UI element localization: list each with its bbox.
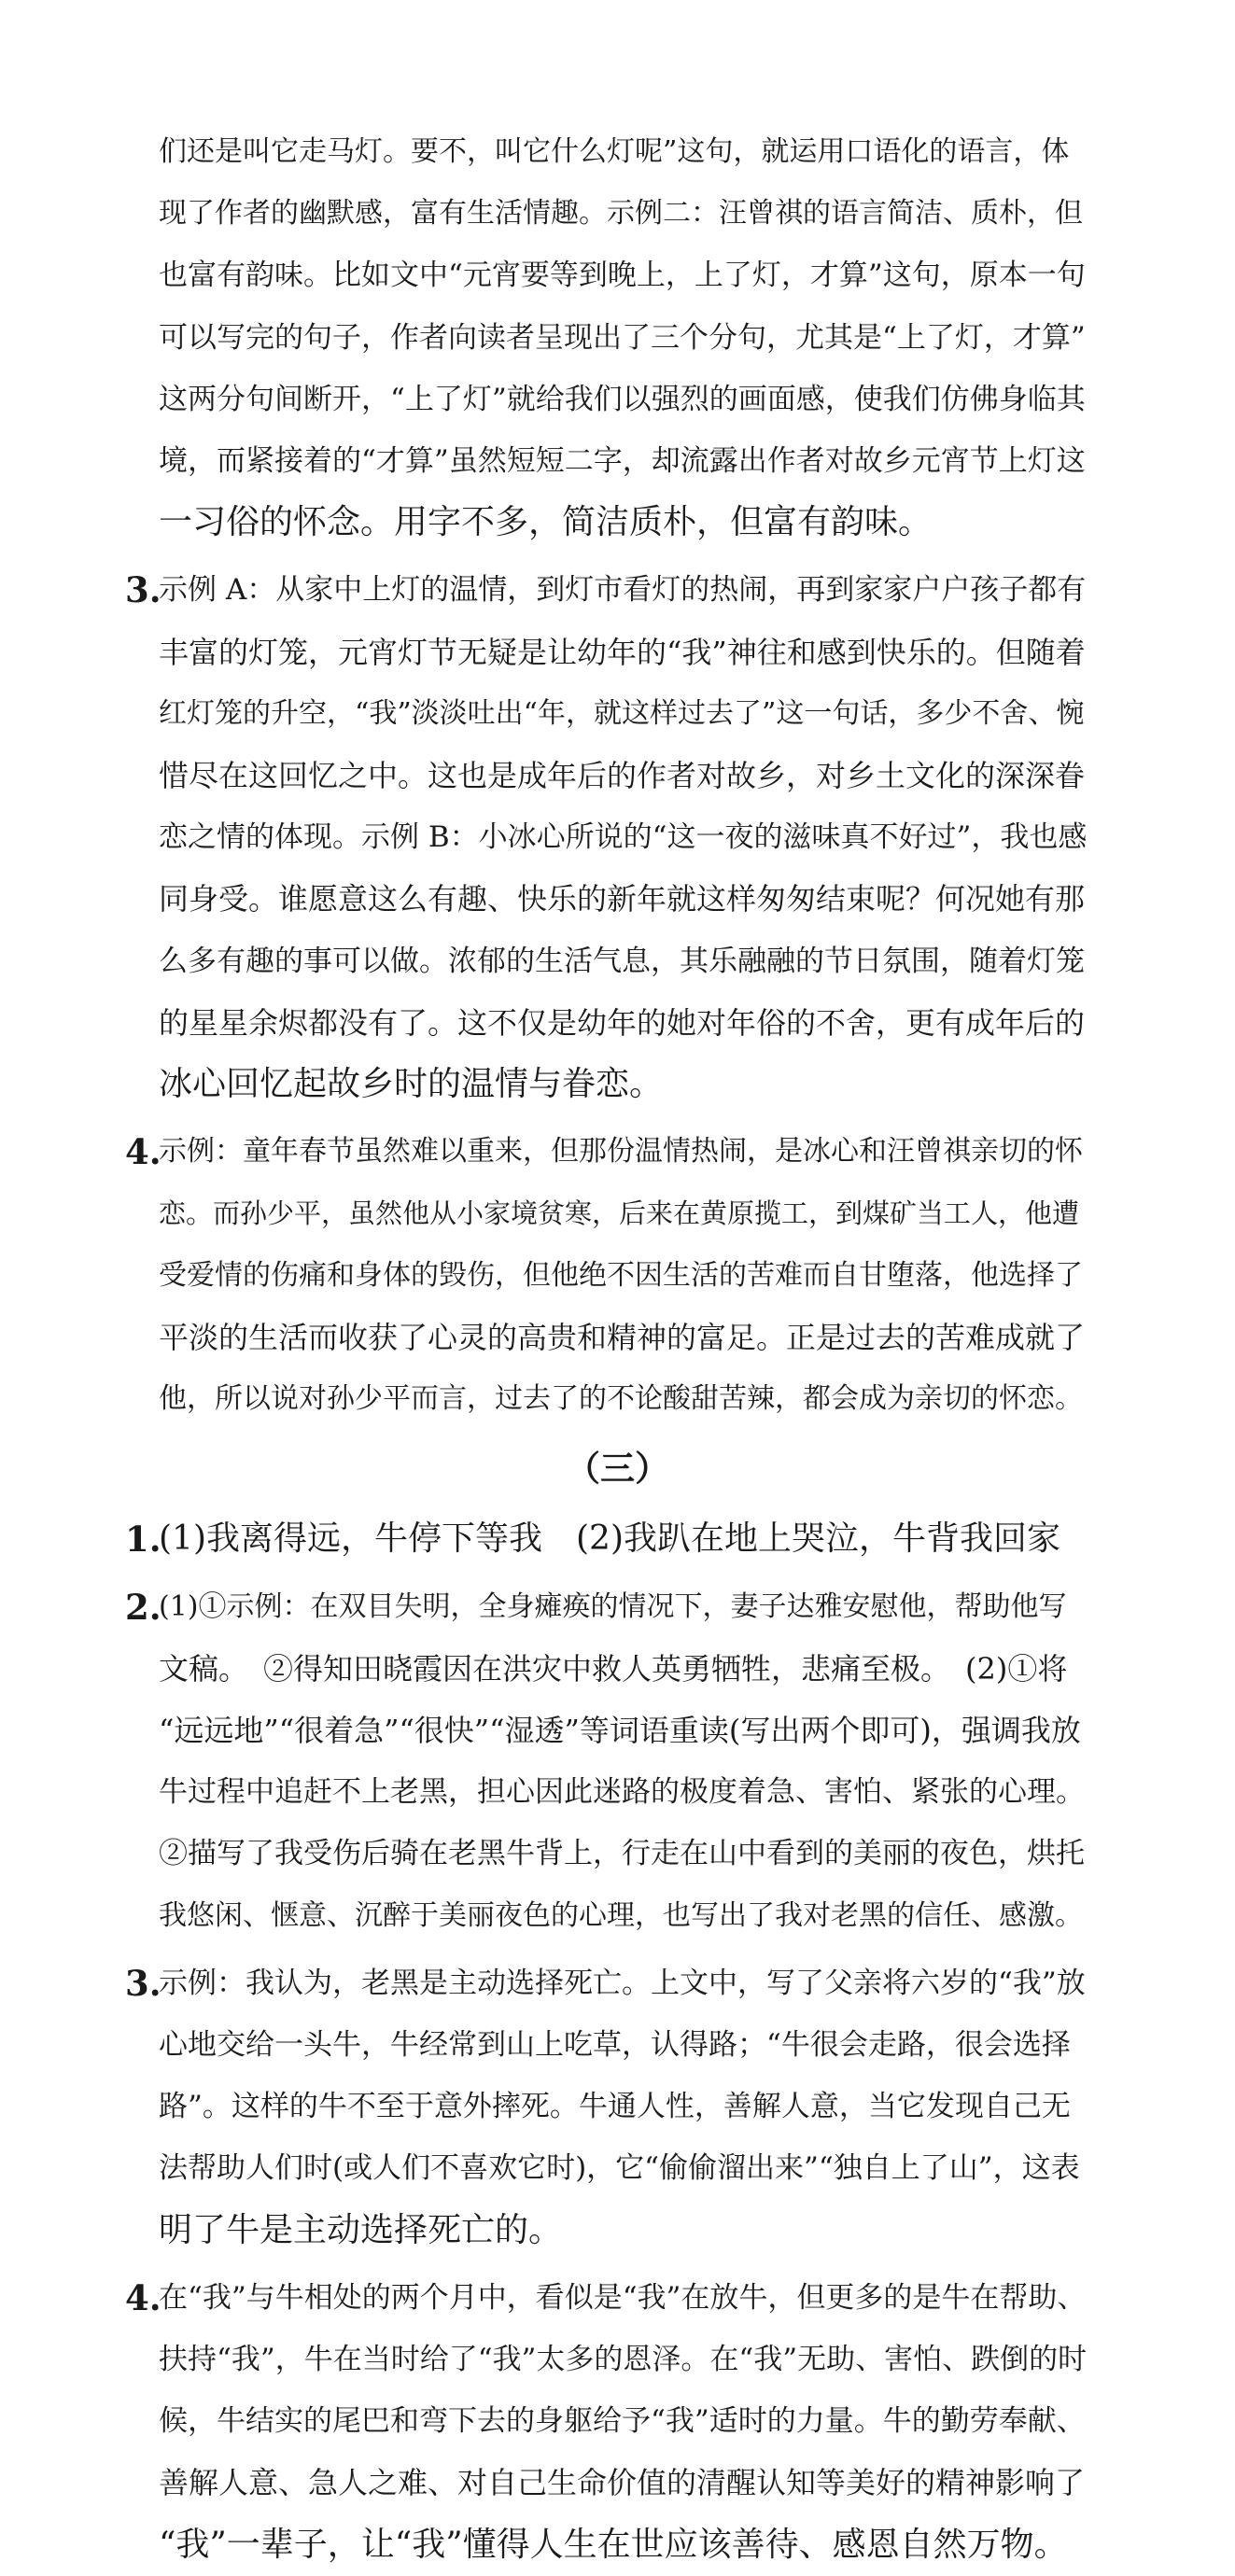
question-number: 4. xyxy=(125,2276,161,2318)
text-line: ②描写了我受伤后骑在老黑牛背上，行走在山中看到的美丽的夜色，烘托 xyxy=(159,1837,1085,1871)
text-line: 红灯笼的升空，“我”淡淡吐出“年，就这样过去了”这一句话，多少不舍、惋 xyxy=(159,696,1085,730)
text-line: 冰心回忆起故乡时的温情与眷恋。 xyxy=(159,1065,664,1103)
text-line: 同身受。谁愿意这么有趣、快乐的新年就这样匆匆结束呢？何况她有那 xyxy=(159,881,1086,917)
text-line: 们还是叫它走马灯。要不，叫它什么灯呢”这句，就运用口语化的语言，体 xyxy=(159,135,1070,168)
text-line: 受爱情的伤痛和身体的毁伤，但他绝不因生活的苦难而自甘堕落，他选择了 xyxy=(159,1258,1083,1292)
text-line: 么多有趣的事可以做。浓郁的生活气息，其乐融融的节日氛围，随着灯笼 xyxy=(159,944,1085,978)
question-number: 3. xyxy=(125,569,161,611)
text-line: 法帮助人们时(或人们不喜欢它时)，它“偷偷溜出来”“独自上了山”，这表 xyxy=(159,2151,1080,2186)
text-line: 平淡的生活而收获了心灵的高贵和精神的富足。正是过去的苦难成就了 xyxy=(159,1319,1086,1355)
text-line: 心地交给一头牛，牛经常到山上吃草，认得路；“牛很会走路，很会选择 xyxy=(159,2028,1071,2062)
text-line: 恋。而孙少平，虽然他从小家境贫寒，后来在黄原揽工，到煤矿当工人，他遭 xyxy=(159,1197,1080,1230)
text-line: 惜尽在这回忆之中。这也是成年后的作者对故乡，对乡土文化的深深眷 xyxy=(159,758,1086,793)
text-line: 路”。这样的牛不至于意外摔死。牛通人性，善解人意，当它发现自己无 xyxy=(159,2090,1071,2124)
text-line: 扶持“我”，牛在当时给了“我”太多的恩泽。在“我”无助、害怕、跌倒的时 xyxy=(159,2343,1088,2376)
question-3-line: 3. 示例：我认为，老黑是主动选择死亡。上文中，写了父亲将六岁的“我”放 xyxy=(0,1953,1235,2014)
text-line: 文稿。 ②得知田晓霞因在洪灾中救人英勇牺牲，悲痛至极。 (2)①将 xyxy=(159,1650,1068,1687)
text-line: 可以写完的句子，作者向读者呈现出了三个分句，尤其是“上了灯，才算” xyxy=(159,320,1086,355)
text-line: 这两分句间断开，“上了灯”就给我们以强烈的画面感，使我们仿佛身临其 xyxy=(159,382,1086,416)
text-line: “我”一辈子，让“我”懂得人生在世应该善待、感恩自然万物。 xyxy=(159,2525,1068,2564)
question-number: 1. xyxy=(125,1519,161,1561)
question-4-line: 4. 示例：童年春节虽然难以重来，但那份温情热闹，是冰心和汪曾祺亲切的怀 xyxy=(0,1121,1235,1183)
text-line: 也富有韵味。比如文中“元宵要等到晚上，上了灯，才算”这句，原本一句 xyxy=(159,259,1086,293)
question-4-line: 4. 在“我”与牛相处的两个月中，看似是“我”在放牛，但更多的是牛在帮助、 xyxy=(0,2267,1235,2329)
text-line: 丰富的灯笼，元宵灯节无疑是让幼年的“我”神往和感到快乐的。但随着 xyxy=(159,634,1086,670)
text-line: 他，所以说对孙少平而言，过去了的不论酸甜苦辣，都会成为亲切的怀恋。 xyxy=(159,1382,1083,1415)
question-2-line: 2. (1)①示例：在双目失明，全身瘫痪的情况下，妻子达雅安慰他，帮助他写 xyxy=(0,1576,1235,1638)
text-line: 现了作者的幽默感，富有生活情趣。示例二：汪曾祺的语言简洁、质朴，但 xyxy=(159,197,1083,231)
text-line: 恋之情的体现。示例 B：小冰心所说的“这一夜的滋味真不好过”，我也感 xyxy=(159,820,1088,855)
text-line: 善解人意、急人之难、对自己生命价值的清醒认知等美好的精神影响了 xyxy=(159,2465,1086,2501)
text-line: 明了牛是主动选择死亡的。 xyxy=(159,2210,563,2249)
question-number: 3. xyxy=(125,1962,161,2004)
question-3-line: 3. 示例 A：从家中上灯的温情，到灯市看灯的热闹，再到家家户户孩子都有 xyxy=(0,559,1235,621)
question-number: 2. xyxy=(125,1586,161,1628)
section-title: （三） xyxy=(566,1448,669,1490)
question-number: 4. xyxy=(125,1131,161,1173)
text-line: “远远地”“很着急”“很快”“湿透”等词语重读(写出两个即可)，强调我放 xyxy=(159,1713,1081,1748)
text-line: 牛过程中追赶不上老黑，担心因此迷路的极度着急、害怕、紧张的心理。 xyxy=(159,1775,1085,1810)
text-line: 我悠闲、惬意、沉醉于美丽夜色的心理，也写出了我对老黑的信任、感激。 xyxy=(159,1898,1083,1932)
text-line: 境，而紧接着的“才算”虽然短短二字，却流露出作者对故乡元宵节上灯这 xyxy=(159,444,1086,478)
text-line: 的星星余烬都没有了。这不仅是幼年的她对年俗的不舍，更有成年后的 xyxy=(159,1004,1086,1041)
question-1-line: 1. (1)我离得远，牛停下等我 (2)我趴在地上哭泣，牛背我回家 xyxy=(0,1508,1235,1570)
text-line: 一习俗的怀念。用字不多，简洁质朴，但富有韵味。 xyxy=(159,503,933,542)
text-line: 候，牛结实的尾巴和弯下去的身躯给予“我”适时的力量。牛的勤劳奉献、 xyxy=(159,2404,1086,2439)
